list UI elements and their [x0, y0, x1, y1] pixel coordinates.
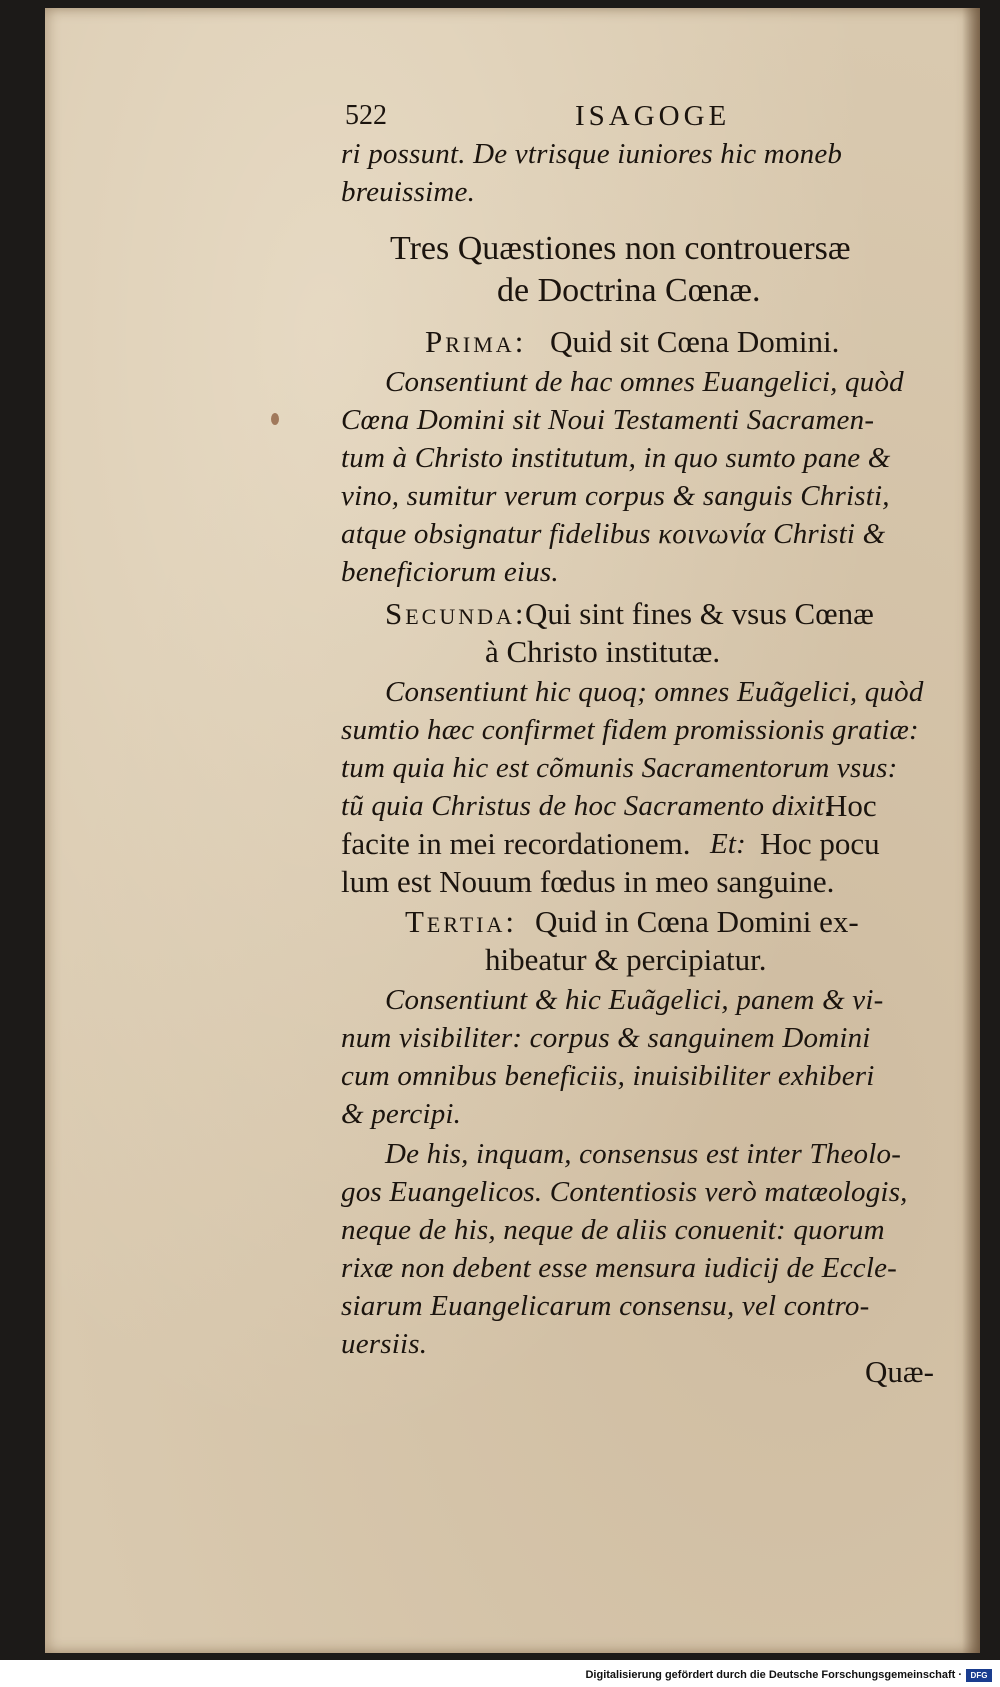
text-line: Et:: [710, 828, 747, 860]
text-line: De his, inquam, consensus est inter Theolo-: [385, 1138, 902, 1170]
question-text: hibeatur & percipiatur.: [485, 942, 767, 977]
text-line: & percipi.: [341, 1098, 462, 1130]
book-page: [45, 8, 980, 1653]
text-line: Consentiunt hic quoq; omnes Euãgelici, quòd: [385, 676, 924, 708]
text-line: ri possunt. De vtrisque iuniores hic moneb: [341, 138, 843, 170]
digitization-credit: [585, 1666, 992, 1684]
question-label: Prima:: [425, 324, 527, 359]
question-label: Tertia:: [405, 904, 517, 939]
text-line: Hoc: [825, 788, 877, 823]
text-line: tum quia hic est cõmunis Sacramentorum vsus:: [341, 752, 898, 784]
ink-spot: [271, 413, 279, 425]
section-heading: de Doctrina Cœnæ.: [497, 272, 761, 309]
question-text: à Christo institutæ.: [485, 634, 721, 669]
credit-text: Digitalisierung gefördert durch die Deutsche Forschungsgemeinschaft ·: [585, 1669, 962, 1681]
text-line: neque de his, neque de aliis conuenit: quorum: [341, 1214, 885, 1246]
question-text: Quid in Cœna Domini ex-: [535, 904, 859, 939]
question-label: Secunda:: [385, 596, 527, 631]
page-number: 522: [345, 100, 387, 131]
question-text: Qui sint fines & vsus Cœnæ: [525, 596, 874, 631]
catchword: Quæ-: [865, 1354, 934, 1389]
text-line: lum est Nouum fœdus in meo sanguine.: [341, 864, 835, 899]
page-edge-shadow: [962, 8, 980, 1653]
text-line: atque obsignatur fidelibus κοινωνία Christi &: [341, 518, 886, 550]
text-line: Hoc pocu: [760, 826, 880, 861]
text-line: Cœna Domini sit Noui Testamenti Sacramen-: [341, 404, 875, 436]
text-line: Consentiunt de hac omnes Euangelici, quòd: [385, 366, 904, 398]
running-head: ISAGOGE: [575, 100, 731, 132]
dfg-logo-icon: DFG: [966, 1669, 992, 1682]
text-line: breuissime.: [341, 176, 476, 208]
text-line: beneficiorum eius.: [341, 556, 559, 588]
question-text: Quid sit Cœna Domini.: [550, 324, 840, 359]
text-line: tum à Christo institutum, in quo sumto pane &: [341, 442, 891, 474]
text-line: gos Euangelicos. Contentiosis verò matæologis,: [341, 1176, 908, 1208]
text-line: sumtio hæc confirmet fidem promissionis gratiæ:: [341, 714, 919, 746]
text-line: rixæ non debent esse mensura iudicij de Eccle-: [341, 1252, 898, 1284]
text-line: cum omnibus beneficiis, inuisibiliter exhiberi: [341, 1060, 875, 1092]
text-line: uersiis.: [341, 1328, 428, 1360]
section-heading: Tres Quæstiones non controuersæ: [390, 230, 851, 267]
text-line: Consentiunt & hic Euãgelici, panem & vi-: [385, 984, 884, 1016]
text-line: num visibiliter: corpus & sanguinem Domini: [341, 1022, 871, 1054]
text-line: facite in mei recordationem.: [341, 826, 691, 861]
text-line: vino, sumitur verum corpus & sanguis Christi,: [341, 480, 890, 512]
text-line: tũ quia Christus de hoc Sacramento dixit:: [341, 790, 835, 822]
text-line: siarum Euangelicarum consensu, vel contro-: [341, 1290, 870, 1322]
